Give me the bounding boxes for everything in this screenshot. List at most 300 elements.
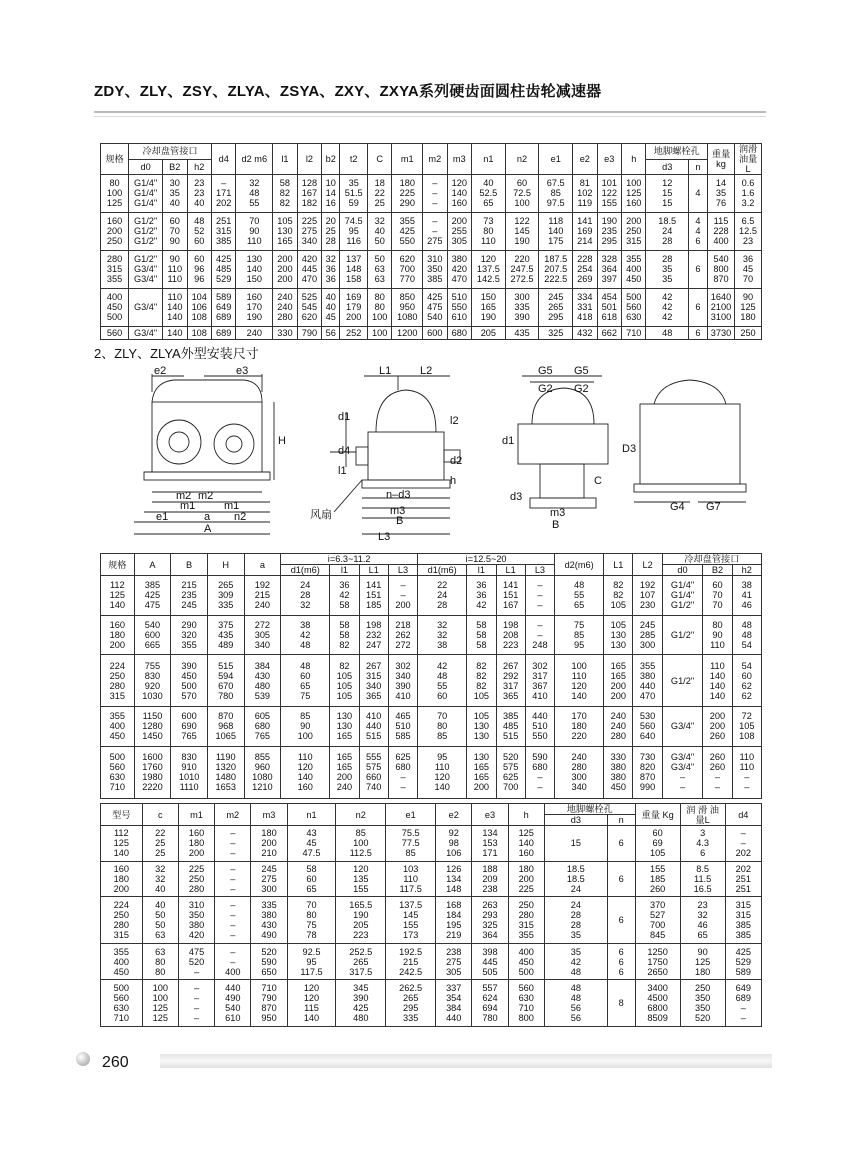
table-cell: 58 82 82 bbox=[273, 175, 297, 213]
table-cell: 454 501 618 bbox=[597, 288, 621, 326]
table-cell: 540 800 870 bbox=[708, 250, 735, 288]
table-row bbox=[101, 746, 762, 798]
th-e3: e3 bbox=[597, 144, 621, 175]
th3-foot-bolt: 地脚螺栓孔 bbox=[544, 804, 635, 815]
th2-a: a bbox=[244, 554, 281, 576]
table-cell: 30 35 40 bbox=[163, 175, 187, 213]
label-D3: D3 bbox=[622, 443, 637, 455]
th2-l1: l1 bbox=[330, 565, 359, 576]
label-G2: G2 bbox=[538, 383, 553, 395]
th3-weight: 重量 Kg bbox=[635, 804, 680, 826]
table-cell: 4 4 6 bbox=[688, 212, 707, 250]
table-cell: 38 42 48 bbox=[281, 615, 330, 655]
table-cell: 48 52 60 bbox=[187, 212, 211, 250]
table-cell: 218 262 272 bbox=[388, 615, 417, 655]
table-cell: 36 45 70 bbox=[735, 250, 762, 288]
table-cell: 82 82 82 105 bbox=[467, 655, 496, 707]
table-cell: 141 151 167 bbox=[496, 576, 525, 616]
table-row bbox=[101, 826, 762, 862]
label-G5: G5 bbox=[538, 365, 553, 377]
table-cell: 128 167 182 bbox=[297, 175, 321, 213]
table-cell: 112 125 140 bbox=[101, 576, 135, 616]
front-view-drawing bbox=[134, 374, 274, 534]
table-cell: 330 bbox=[273, 326, 297, 340]
table-cell: 95 110 120 140 bbox=[418, 746, 467, 798]
label-h: h bbox=[450, 475, 457, 487]
table-cell: 72 105 108 bbox=[732, 707, 761, 747]
table-cell: 400 450 500 bbox=[101, 288, 129, 326]
th3-e3: e3 bbox=[472, 804, 508, 826]
table-cell: 43 45 47.5 bbox=[287, 826, 336, 862]
table-cell: 120 137.5 142.5 bbox=[472, 250, 506, 288]
table-cell: 520 590 650 bbox=[251, 944, 287, 980]
label-m3: m3 bbox=[390, 505, 406, 517]
table-cell: 22 25 25 bbox=[142, 826, 178, 862]
th2-d1: d1(m6) bbox=[281, 565, 330, 576]
th2-ratio1: i=6.3~11.2 bbox=[281, 554, 418, 565]
table-cell: 112 125 140 bbox=[101, 826, 143, 862]
table-row bbox=[101, 897, 762, 944]
th3-h: h bbox=[508, 804, 544, 826]
table-cell: – – 200 bbox=[388, 576, 417, 616]
table-cell: 100 bbox=[367, 326, 391, 340]
table-cell: 140 bbox=[163, 326, 187, 340]
label-G4: G4 bbox=[670, 501, 685, 513]
table-cell: 355 425 550 bbox=[392, 212, 423, 250]
table-cell: 24 28 28 35 bbox=[544, 897, 607, 944]
table-cell: 190 235 295 bbox=[597, 212, 621, 250]
table-cell: 8.5 11.5 16.5 bbox=[680, 861, 725, 897]
table-cell: 22 24 28 bbox=[418, 576, 467, 616]
table-cell: – – – bbox=[525, 576, 554, 616]
table-cell: 58 58 82 bbox=[330, 615, 359, 655]
label-m1: m1 bbox=[180, 500, 196, 512]
label-l1: l1 bbox=[338, 465, 347, 477]
th-e1: e1 bbox=[539, 144, 573, 175]
th3-model: 型号 bbox=[101, 804, 143, 826]
label-m2: m2 bbox=[176, 490, 192, 502]
table-cell: 103 110 117.5 bbox=[386, 861, 436, 897]
table-cell: 280 315 355 bbox=[101, 250, 129, 288]
table-cell: 36 42 58 bbox=[330, 576, 359, 616]
table-cell: 251 315 385 bbox=[211, 212, 235, 250]
table-cell: 605 680 765 bbox=[244, 707, 281, 747]
end-view-labels bbox=[502, 365, 721, 531]
table-cell: 530 560 640 bbox=[633, 707, 662, 747]
table-cell: 560 630 710 800 bbox=[508, 979, 544, 1026]
table-cell: 525 545 620 bbox=[297, 288, 321, 326]
table-cell: 755 830 920 1030 bbox=[134, 655, 171, 707]
table-cell: 1200 bbox=[392, 326, 423, 340]
th-m1: m1 bbox=[392, 144, 423, 175]
table-row bbox=[101, 861, 762, 897]
th-d3: d3 bbox=[646, 159, 688, 175]
th2-l1b: l1 bbox=[467, 565, 496, 576]
table-cell: 120 120 115 140 bbox=[287, 979, 336, 1026]
th2-d2: d2(m6) bbox=[555, 554, 604, 576]
table-cell: 110 140 140 140 bbox=[703, 655, 732, 707]
label-H: H bbox=[278, 435, 286, 447]
table-cell: 137 148 158 bbox=[340, 250, 368, 288]
table-cell: 440 490 540 610 bbox=[215, 979, 251, 1026]
table-cell: 355 400 450 bbox=[622, 250, 646, 288]
table-cell: 850 950 1080 bbox=[392, 288, 423, 326]
table-cell: 215 235 245 bbox=[171, 576, 208, 616]
th2-L3b: L3 bbox=[525, 565, 554, 576]
table-cell: 160 170 190 bbox=[236, 288, 273, 326]
table-cell: 6 bbox=[607, 861, 635, 897]
table-cell: 328 364 397 bbox=[597, 250, 621, 288]
th2-L1c: L1 bbox=[496, 565, 525, 576]
table-cell: 92.5 95 117.5 bbox=[287, 944, 336, 980]
table-row bbox=[101, 576, 762, 616]
th-d2: d2 m6 bbox=[236, 144, 273, 175]
table-cell: 120 140 160 bbox=[447, 175, 471, 213]
label-L2: L2 bbox=[420, 365, 433, 377]
table-cell: 180 225 290 bbox=[392, 175, 423, 213]
table-cell: 130 140 150 bbox=[236, 250, 273, 288]
table-cell: 6 bbox=[688, 250, 707, 288]
table-cell: 475 520 – bbox=[178, 944, 214, 980]
table-cell: 370 527 700 845 bbox=[635, 897, 680, 944]
table-cell: 625 680 – – bbox=[388, 746, 417, 798]
table-cell: 42 42 42 bbox=[646, 288, 688, 326]
table-cell: 3400 4500 6800 8509 bbox=[635, 979, 680, 1026]
title-rule bbox=[94, 111, 766, 113]
table-cell: 36 36 42 bbox=[467, 576, 496, 616]
label-n2: n2 bbox=[234, 511, 247, 523]
table-cell: 15 bbox=[544, 826, 607, 862]
th3-n1: n1 bbox=[287, 804, 336, 826]
table-cell: 250 350 350 520 bbox=[680, 979, 725, 1026]
table-cell: 200 250 315 bbox=[622, 212, 646, 250]
table-cell: 250 bbox=[735, 326, 762, 340]
table-cell: 100 110 120 140 bbox=[555, 655, 604, 707]
section-title: 2、ZLY、ZLYA外型安装尺寸 bbox=[94, 346, 259, 361]
table-cell: 35 42 48 bbox=[544, 944, 607, 980]
table-cell: 80 100 125 bbox=[101, 175, 129, 213]
table-cell: 56 bbox=[322, 326, 340, 340]
table-cell: 100 125 160 bbox=[622, 175, 646, 213]
table-cell: 272 305 340 bbox=[244, 615, 281, 655]
table-cell: 198 208 223 bbox=[496, 615, 525, 655]
table-cell: 155 185 260 bbox=[635, 861, 680, 897]
table-cell: 70 90 110 bbox=[236, 212, 273, 250]
table-cell: 105 130 130 bbox=[604, 615, 633, 655]
label-A: A bbox=[204, 523, 212, 535]
table-cell: 710 bbox=[622, 326, 646, 340]
table-cell: 228 254 269 bbox=[573, 250, 597, 288]
table-cell: 48 60 65 75 bbox=[281, 655, 330, 707]
table-cell: 252.5 265 317.5 bbox=[336, 944, 386, 980]
table-cell: 267 315 340 365 bbox=[359, 655, 388, 707]
table-cell: 398 445 505 bbox=[472, 944, 508, 980]
table-cell: 267 292 317 365 bbox=[496, 655, 525, 707]
table-cell: 410 440 515 bbox=[359, 707, 388, 747]
table-cell: 23 32 46 65 bbox=[680, 897, 725, 944]
th2-B: B bbox=[171, 554, 208, 576]
th2-B2: B2 bbox=[703, 565, 732, 576]
table-cell: 90 125 180 bbox=[680, 944, 725, 980]
table-cell: 198 232 247 bbox=[359, 615, 388, 655]
table-cell: 425 475 540 bbox=[423, 288, 447, 326]
label-L1: L1 bbox=[379, 365, 392, 377]
table-cell: 180 200 225 bbox=[508, 861, 544, 897]
table-cell: 680 bbox=[447, 326, 471, 340]
table-cell: 265 309 335 bbox=[207, 576, 244, 616]
table-cell: 60 70 90 bbox=[163, 212, 187, 250]
table-cell: 252 bbox=[340, 326, 368, 340]
th-oil: 润滑 油量 L bbox=[735, 144, 762, 175]
table-cell: 40 40 45 bbox=[322, 288, 340, 326]
table-cell: 6.5 12.5 23 bbox=[735, 212, 762, 250]
table-cell: 300 335 390 bbox=[505, 288, 539, 326]
table-cell: – – 202 bbox=[725, 826, 761, 862]
th3-m1: m1 bbox=[178, 804, 214, 826]
table-cell: 1190 1320 1480 1653 bbox=[207, 746, 244, 798]
table-cell: 1640 2100 3100 bbox=[708, 288, 735, 326]
table-cell: 70 80 85 bbox=[418, 707, 467, 747]
table-cell: 3 4.3 6 bbox=[680, 826, 725, 862]
th3-d4: d4 bbox=[725, 804, 761, 826]
table-cell: 48 55 65 bbox=[555, 576, 604, 616]
label-e3: e3 bbox=[236, 365, 249, 377]
table-cell: 500 560 630 710 bbox=[101, 746, 135, 798]
table-zdy-dimensions bbox=[100, 143, 762, 340]
table-cell: 649 689 – – bbox=[725, 979, 761, 1026]
th-n: n bbox=[688, 159, 707, 175]
table-cell: 240 bbox=[236, 326, 273, 340]
table-row bbox=[101, 615, 762, 655]
label-nd3: n–d3 bbox=[386, 489, 411, 501]
label-e1: e1 bbox=[156, 511, 169, 523]
th-n1: n1 bbox=[472, 144, 506, 175]
table-cell: 420 445 470 bbox=[297, 250, 321, 288]
table-cell: 240 280 300 340 bbox=[555, 746, 604, 798]
table-cell: 390 450 500 570 bbox=[171, 655, 208, 707]
table-cell: 730 820 870 990 bbox=[633, 746, 662, 798]
th2-L3: L3 bbox=[388, 565, 417, 576]
table-cell: 130 130 165 bbox=[330, 707, 359, 747]
label-a: a bbox=[204, 511, 211, 523]
table-cell: 440 510 550 bbox=[525, 707, 554, 747]
th2-L2: L2 bbox=[633, 554, 662, 576]
th3-n2: n2 bbox=[336, 804, 386, 826]
table-cell: 555 575 660 740 bbox=[359, 746, 388, 798]
th-c: C bbox=[367, 144, 391, 175]
table-cell: 80 80 100 bbox=[367, 288, 391, 326]
th-h: h bbox=[622, 144, 646, 175]
label-C: C bbox=[594, 475, 602, 487]
table-cell: 92 98 106 bbox=[436, 826, 472, 862]
table-cell: 790 bbox=[297, 326, 321, 340]
table-cell: 200 200 200 bbox=[273, 250, 297, 288]
table-cell: 302 317 367 410 bbox=[525, 655, 554, 707]
table-cell: 385 485 515 bbox=[496, 707, 525, 747]
table-cell: 188 209 238 bbox=[472, 861, 508, 897]
th2-d0: d0 bbox=[662, 565, 703, 576]
table-cell: 141 169 214 bbox=[573, 212, 597, 250]
table-cell: 245 265 295 bbox=[539, 288, 573, 326]
table-cell: 160 180 200 bbox=[178, 826, 214, 862]
th-l1: l1 bbox=[273, 144, 297, 175]
table-cell: 240 240 280 bbox=[604, 707, 633, 747]
table-cell: 115 228 400 bbox=[708, 212, 735, 250]
table-cell: 6 6 6 bbox=[607, 944, 635, 980]
table-cell: 60 72.5 100 bbox=[505, 175, 539, 213]
label-m3-end: m3 bbox=[550, 507, 566, 519]
table-cell: 40 52.5 65 bbox=[472, 175, 506, 213]
end-view-drawing bbox=[518, 376, 746, 508]
table-cell: 600 690 765 bbox=[171, 707, 208, 747]
table-cell: 150 165 190 bbox=[472, 288, 506, 326]
table-cell: 315 315 385 385 bbox=[725, 897, 761, 944]
table-cell: 6 bbox=[688, 326, 707, 340]
table-cell: G1/2" G1/2" G1/2" bbox=[129, 212, 163, 250]
table-cell: 141 151 185 bbox=[359, 576, 388, 616]
table-cell: 168 184 195 219 bbox=[436, 897, 472, 944]
table-cell: 134 153 171 bbox=[472, 826, 508, 862]
th2-A: A bbox=[134, 554, 171, 576]
table-cell: 589 649 689 bbox=[211, 288, 235, 326]
table-cell: 710 790 870 950 bbox=[251, 979, 287, 1026]
table-cell: G1/4" G1/4" G1/2" bbox=[662, 576, 703, 616]
label-L3: L3 bbox=[378, 531, 391, 543]
label-m2b: m2 bbox=[198, 490, 214, 502]
table-cell: 380 420 470 bbox=[447, 250, 471, 288]
table-cell: 425 485 529 bbox=[211, 250, 235, 288]
table-cell: – – – bbox=[423, 175, 447, 213]
footer-bar bbox=[160, 1054, 772, 1068]
table-cell: 500 560 630 710 bbox=[101, 979, 143, 1026]
table-cell: 10 14 16 bbox=[322, 175, 340, 213]
table-cell: 590 680 – – bbox=[525, 746, 554, 798]
table-cell: 90 125 180 bbox=[735, 288, 762, 326]
table-cell: 58 60 65 bbox=[287, 861, 336, 897]
th3-c: c bbox=[142, 804, 178, 826]
table-cell: 32 36 36 bbox=[322, 250, 340, 288]
label-l2: l2 bbox=[450, 415, 459, 427]
table-cell: 8 bbox=[607, 979, 635, 1026]
table-cell: 110 140 140 bbox=[163, 288, 187, 326]
table-zly-mounting bbox=[100, 803, 762, 1027]
th3-d3: d3 bbox=[544, 815, 607, 826]
table-cell: 60 96 96 bbox=[187, 250, 211, 288]
table-cell: 187.5 207.5 222.5 bbox=[539, 250, 573, 288]
table-cell: 334 331 418 bbox=[573, 288, 597, 326]
table-row bbox=[101, 979, 762, 1026]
th-cooling: 冷却盘管接口 bbox=[129, 144, 212, 160]
table-cell: 165 165 200 240 bbox=[330, 746, 359, 798]
table-cell: 75.5 77.5 85 bbox=[386, 826, 436, 862]
table-cell: 192 107 230 bbox=[633, 576, 662, 616]
table-cell: 126 134 148 bbox=[436, 861, 472, 897]
table-cell: 200 200 260 bbox=[703, 707, 732, 747]
table-cell: 662 bbox=[597, 326, 621, 340]
table-cell: 238 275 305 bbox=[436, 944, 472, 980]
table-cell: 105 130 130 bbox=[467, 707, 496, 747]
table-cell: 224 250 280 315 bbox=[101, 655, 135, 707]
label-G7: G7 bbox=[706, 501, 721, 513]
table-cell: 540 600 665 bbox=[134, 615, 171, 655]
footer-bullet bbox=[76, 1052, 90, 1066]
table-cell: 20 25 28 bbox=[322, 212, 340, 250]
table-cell: 400 450 500 bbox=[508, 944, 544, 980]
table-cell: 1250 1750 2650 bbox=[635, 944, 680, 980]
table-cell: 32 32 38 bbox=[418, 615, 467, 655]
table-cell: 32 32 40 bbox=[142, 861, 178, 897]
table-cell: 169 179 200 bbox=[340, 288, 368, 326]
table-cell: 28 35 35 bbox=[646, 250, 688, 288]
table-cell: 240 240 280 bbox=[273, 288, 297, 326]
th-d4: d4 bbox=[211, 144, 235, 175]
table-cell: 108 bbox=[187, 326, 211, 340]
title-rule-thin bbox=[94, 116, 766, 117]
label-B-end: B bbox=[552, 519, 560, 531]
th2-cooling: 冷却盘管接口 bbox=[662, 554, 761, 565]
table-cell: 870 968 1065 bbox=[207, 707, 244, 747]
label-d3: d3 bbox=[510, 491, 523, 503]
table-cell: 205 bbox=[472, 326, 506, 340]
table-row bbox=[101, 212, 762, 250]
table-cell: G3/4" bbox=[129, 288, 163, 326]
front-view-labels bbox=[154, 365, 286, 535]
table-cell: 82 82 105 bbox=[604, 576, 633, 616]
label-B: B bbox=[396, 515, 404, 527]
table-cell: 3730 bbox=[708, 326, 735, 340]
table-cell: 48 48 56 56 bbox=[544, 979, 607, 1026]
table-cell: 12 15 15 bbox=[646, 175, 688, 213]
page-number: 260 bbox=[102, 1054, 129, 1071]
th-d0: d0 bbox=[129, 159, 163, 175]
table-cell: 18 22 25 bbox=[367, 175, 391, 213]
label-d2: d2 bbox=[450, 455, 463, 467]
table-cell: 170 180 220 bbox=[555, 707, 604, 747]
th3-e2: e2 bbox=[436, 804, 472, 826]
th-weight: 重量 kg bbox=[708, 144, 735, 175]
table-cell: 263 293 325 364 bbox=[472, 897, 508, 944]
table-cell: 35 51.5 59 bbox=[340, 175, 368, 213]
th-m3: m3 bbox=[447, 144, 471, 175]
table-cell: 54 60 62 62 bbox=[732, 655, 761, 707]
table-cell: 855 960 1080 1210 bbox=[244, 746, 281, 798]
table-row bbox=[101, 326, 762, 340]
label-d1-end: d1 bbox=[502, 435, 515, 447]
table-cell: 67.5 85 97.5 bbox=[539, 175, 573, 213]
table-cell: 425 529 589 bbox=[725, 944, 761, 980]
th-B2: B2 bbox=[163, 159, 187, 175]
table-cell: 500 560 630 bbox=[622, 288, 646, 326]
table-cell: 830 910 1010 1110 bbox=[171, 746, 208, 798]
table-cell: 384 430 480 539 bbox=[244, 655, 281, 707]
th2-ratio2: i=12.5~20 bbox=[418, 554, 555, 565]
table-cell: 23 23 40 bbox=[187, 175, 211, 213]
table-row bbox=[101, 288, 762, 326]
table-cell: G3/4" G3/4" – – bbox=[662, 746, 703, 798]
table-row bbox=[101, 250, 762, 288]
table-cell: 60 69 105 bbox=[635, 826, 680, 862]
table-cell: 105 130 165 bbox=[273, 212, 297, 250]
table-row bbox=[101, 944, 762, 980]
table-cell: 432 bbox=[573, 326, 597, 340]
table-cell: 81 102 119 bbox=[573, 175, 597, 213]
table-cell: G3/4" bbox=[129, 326, 163, 340]
table-cell: 130 165 165 200 bbox=[467, 746, 496, 798]
table-cell: – – 275 bbox=[423, 212, 447, 250]
table-zly-dimensions bbox=[100, 553, 762, 799]
th-h2: h2 bbox=[187, 159, 211, 175]
table-cell: 82 105 105 105 bbox=[330, 655, 359, 707]
